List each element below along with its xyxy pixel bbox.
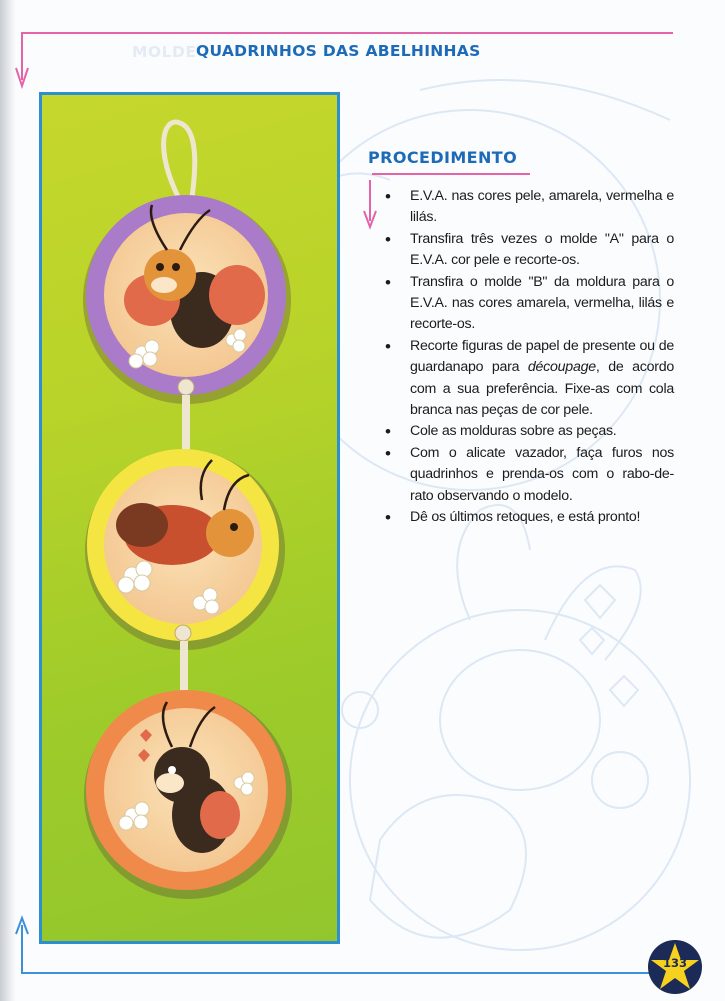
procedure-step: • Transfira três vezes o molde "A" para o E.V.A. cor pele e recorte-os.	[382, 229, 674, 272]
header-ghost-text: MOLDE	[132, 43, 197, 61]
procedure-title: PROCEDIMENTO	[368, 148, 518, 167]
procedure-step: • E.V.A. nas cores pele, amarela, vermelha e lilás.	[382, 186, 674, 229]
procedure-step: • Cole as molduras sobre as peças.	[382, 421, 674, 442]
craft-photo-frame	[39, 92, 340, 944]
procedure-steps	[382, 186, 674, 529]
procedure-step: • Dê os últimos retoques, e está pronto!	[382, 507, 674, 528]
frame-orange	[84, 690, 292, 899]
page-number: 133	[662, 956, 687, 970]
emphasis-word: découpage	[527, 359, 596, 376]
craft-photo	[42, 95, 337, 941]
page-title: QUADRINHOS DAS ABELHINHAS	[196, 42, 481, 60]
frame-yellow	[85, 449, 285, 650]
procedure-step: • Com o alicate vazador, faça furos nos quadrinhos e prenda-os com o rabo-de-rato observando o modelo.	[382, 443, 674, 507]
procedure-step: • Recorte figuras de papel de presente ou de guardanapo para découpage, de acordo com a sua preferência. Fixe-as com cola branca nas peças de cor pele.	[382, 336, 674, 422]
bee-frames-illustration	[42, 95, 337, 941]
procedure-step: • Transfira o molde "B" da moldura para o E.V.A. nas cores amarela, vermelha, lilás e recorte-os.	[382, 272, 674, 336]
frame-lilac	[83, 195, 291, 404]
